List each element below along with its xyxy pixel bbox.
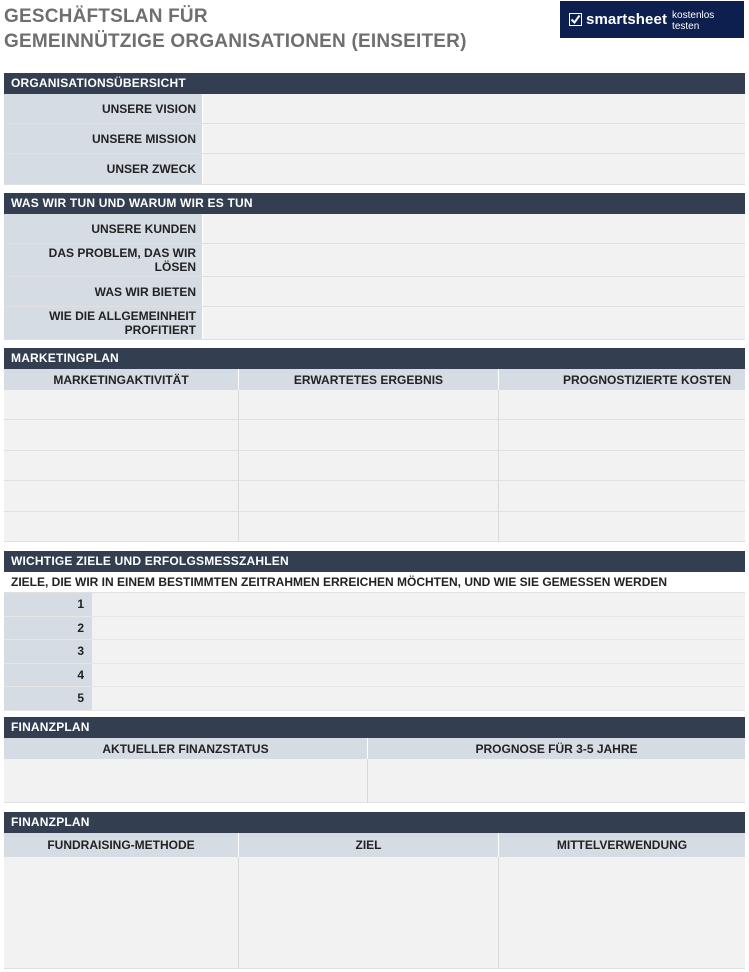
row-label: DAS PROBLEM, DAS WIR LÖSEN [4,244,203,276]
marketing-column-headers [4,369,745,390]
finance-heading: FINANZPLAN [4,717,745,738]
customers-field[interactable] [203,214,745,243]
column-header: ERWARTETES ERGEBNIS [239,369,499,390]
column-header: AKTUELLER FINANZSTATUS [4,738,368,759]
offer-field[interactable] [203,277,745,306]
table-cell[interactable] [499,481,745,510]
table-row [4,481,745,511]
goal-row [4,593,745,617]
column-header: PROGNOSTIZIERTE KOSTEN [562,372,731,387]
table-row [4,154,745,185]
table-cell[interactable] [4,481,239,510]
table-row [4,94,745,124]
table-cell[interactable] [239,451,499,480]
org-overview-heading: ORGANISATIONSÜBERSICHT [4,73,745,94]
table-row [4,512,745,542]
goal-field[interactable] [92,617,745,640]
goals-section [4,551,745,711]
column-header: MARKETINGAKTIVITÄT [4,369,239,390]
table-cell[interactable] [4,420,239,449]
what-we-do-section [4,193,745,340]
goal-number: 3 [4,640,92,663]
table-cell[interactable] [4,451,239,480]
row-label: UNSERE VISION [4,94,203,123]
table-row [4,277,745,307]
table-row [4,451,745,481]
table-cell[interactable] [239,420,499,449]
page-title [4,4,467,54]
column-header: MITTELVERWENDUNG [556,838,688,852]
table-cell[interactable] [239,512,499,541]
table-row [4,857,745,969]
row-label: UNSERE KUNDEN [4,214,203,243]
table-row [4,759,745,803]
table-cell[interactable] [499,512,745,541]
forecast-field[interactable] [368,759,745,802]
table-row [4,390,745,420]
row-label: UNSERE MISSION [4,124,203,153]
marketing-section [4,348,745,542]
column-header: PROGNOSE FÜR 3-5 JAHRE [475,741,638,756]
fundraising-column-headers [4,833,745,857]
table-cell[interactable] [4,390,239,419]
goal-field[interactable] [92,664,745,687]
finance-status-section [4,717,745,803]
table-row [4,124,745,154]
goal-row [4,664,745,688]
goal-row [4,617,745,641]
row-label: UNSER ZWECK [4,154,203,184]
current-status-field[interactable] [4,759,368,802]
goal-number: 2 [4,617,92,640]
table-cell[interactable] [239,481,499,510]
smartsheet-banner[interactable] [560,1,744,38]
goals-subheading: ZIELE, DIE WIR IN EINEM BESTIMMTEN ZEITRAHMEN ERREICHEN MÖCHTEN, UND WIE SIE GEMESSEN WERDEN [4,572,745,593]
goal-field[interactable] [92,687,745,710]
goal-number: 1 [4,593,92,616]
column-header: FUNDRAISING-METHODE [4,833,239,857]
title-line-2: GEMEINNÜTZIGE ORGANISATIONEN (EINSEITER) [4,31,467,52]
finance-column-headers [4,738,745,759]
purpose-field[interactable] [203,154,745,184]
table-cell[interactable] [499,451,745,480]
goal-field[interactable] [92,593,745,616]
table-row [4,214,745,244]
problem-field[interactable] [203,244,745,276]
goals-heading: WICHTIGE ZIELE UND ERFOLGSMESSZAHLEN [4,551,745,572]
marketing-heading: MARKETINGPLAN [4,348,745,369]
column-header: ZIEL [239,833,499,857]
goal-row [4,687,745,711]
table-row [4,420,745,450]
row-label: WAS WIR BIETEN [4,277,203,306]
goal-row [4,640,745,664]
table-cell[interactable] [499,390,745,419]
table-cell[interactable] [499,420,745,449]
goal-field[interactable] [92,640,745,663]
fund-use-field[interactable] [499,857,745,968]
brand-tagline: kostenlos testen [672,9,715,32]
row-label: WIE DIE ALLGEMEINHEIT PROFITIERT [4,307,203,339]
goal-number: 4 [4,664,92,687]
brand-name: smartsheet [586,11,668,28]
smartsheet-logo-icon [569,13,582,26]
table-cell[interactable] [239,390,499,419]
goal-number: 5 [4,687,92,710]
fundraising-section [4,812,745,969]
fundraising-heading: FINANZPLAN [4,812,745,833]
what-we-do-heading: WAS WIR TUN UND WARUM WIR ES TUN [4,193,745,214]
fundraising-method-field[interactable] [4,857,239,968]
table-row [4,307,745,340]
table-cell[interactable] [4,512,239,541]
org-overview-section [4,73,745,185]
title-line-1: GESCHÄFTSLAN FÜR [4,6,208,27]
goal-amount-field[interactable] [239,857,499,968]
table-row [4,244,745,277]
vision-field[interactable] [203,94,745,123]
mission-field[interactable] [203,124,745,153]
benefit-field[interactable] [203,307,745,339]
